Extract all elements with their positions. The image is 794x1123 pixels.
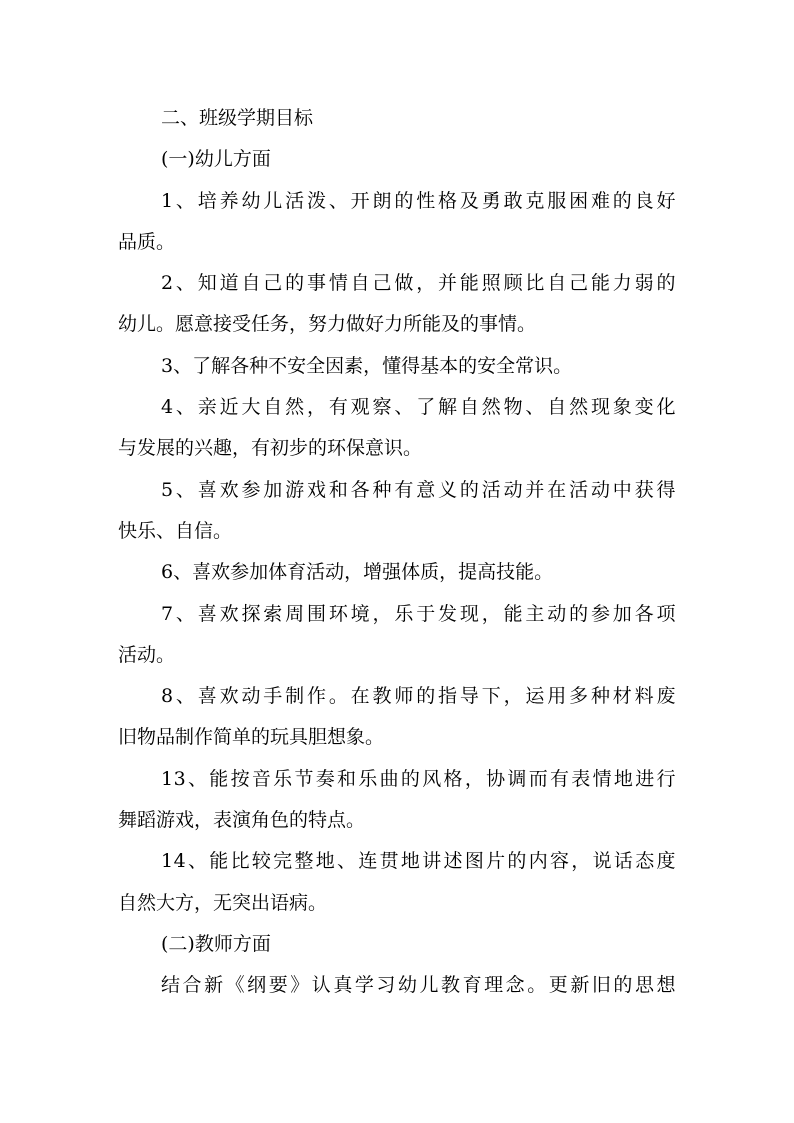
goal-4-line-1: 4、亲近大自然，有观察、了解自然物、自然现象变化 [161, 396, 676, 419]
goal-7-line-2: 活动。 [118, 643, 176, 666]
goal-14-line-2: 自然大方，无突出语病。 [118, 891, 328, 914]
goal-2-line-2: 幼儿。愿意接受任务，努力做好力所能及的事情。 [118, 313, 537, 336]
document-body [118, 98, 676, 1007]
goal-7-line-1: 7、喜欢探索周围环境，乐于发现，能主动的参加各项 [161, 602, 676, 625]
subsection-heading-children: (一)幼儿方面 [161, 148, 271, 171]
goal-4-line-2: 与发展的兴趣，有初步的环保意识。 [118, 437, 423, 460]
section-heading: 二、班级学期目标 [161, 107, 314, 129]
goal-14-line-1: 14、能比较完整地、连贯地讲述图片的内容，说话态度 [161, 850, 676, 873]
subsection-heading-teachers: (二)教师方面 [161, 932, 271, 955]
goal-3-line-1: 3、了解各种不安全因素，懂得基本的安全常识。 [161, 354, 573, 377]
teacher-paragraph-line-1: 结合新《纲要》认真学习幼儿教育理念。更新旧的思想 [161, 974, 676, 997]
goal-13-line-2: 舞蹈游戏，表演角色的特点。 [118, 809, 366, 832]
goal-8-line-2: 旧物品制作简单的玩具胆想象。 [118, 726, 385, 749]
goal-1-line-2: 品质。 [118, 230, 176, 253]
goal-5-line-1: 5、喜欢参加游戏和各种有意义的活动并在活动中获得 [161, 478, 676, 501]
goal-5-line-2: 快乐、自信。 [118, 519, 233, 542]
goal-6-line-1: 6、喜欢参加体育活动，增强体质，提高技能。 [161, 561, 554, 584]
goal-2-line-1: 2、知道自己的事情自己做，并能照顾比自己能力弱的 [161, 272, 676, 295]
goal-8-line-1: 8、喜欢动手制作。在教师的指导下，运用多种材料废 [161, 685, 676, 708]
goal-13-line-1: 13、能按音乐节奏和乐曲的风格，协调而有表情地进行 [161, 767, 676, 790]
goal-1-line-1: 1、培养幼儿活泼、开朗的性格及勇敢克服困难的良好 [161, 189, 676, 212]
